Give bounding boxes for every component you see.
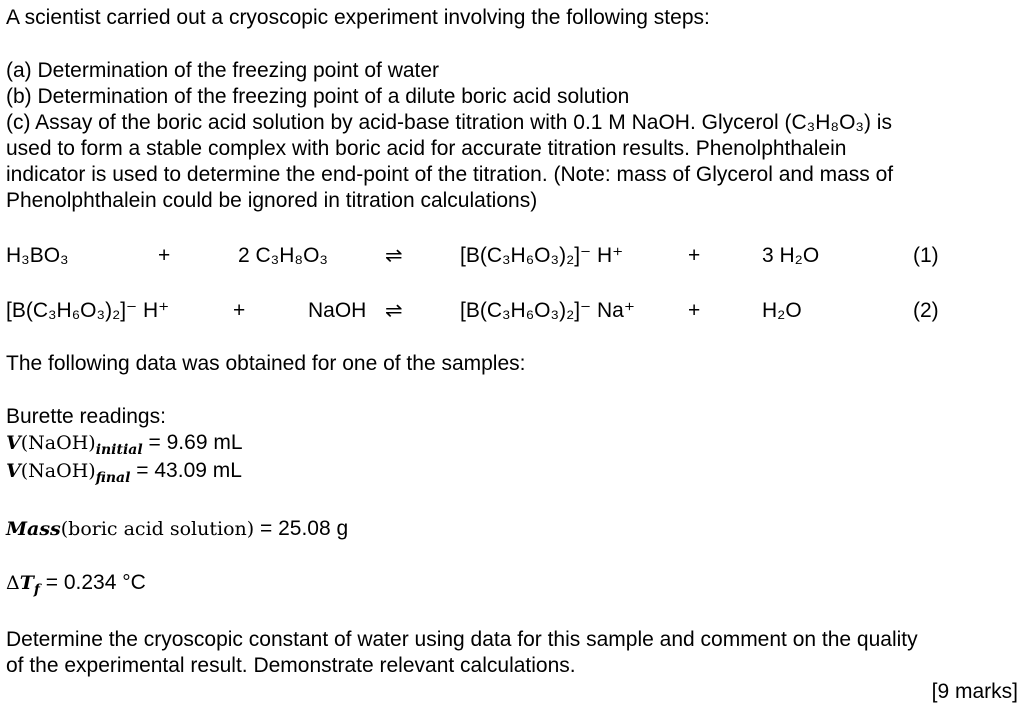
data-intro-text: The following data was obtained for one of the samples: (6, 352, 526, 375)
eq1-product-1: [B(C₃H₆O₃)₂]⁻ H⁺ (460, 244, 624, 267)
v-final-symbol: V (6, 460, 21, 482)
v-final-line (6, 459, 242, 487)
eq1-reactant-2: 2 C₃H₈O₃ (238, 244, 328, 267)
step-c-line-1: (c) Assay of the boric acid solution by acid-base titration with 0.1 M NaOH. Glycerol (C₃H₈O₃) is (6, 111, 892, 134)
marks-label: [9 marks] (931, 680, 1018, 703)
mass-line (6, 518, 348, 539)
eq1-number: (1) (913, 244, 939, 267)
v-final-substance: (NaOH) (20, 460, 96, 482)
step-c-line-3: indicator is used to determine the end-point of the titration. (Note: mass of Glycerol and mass of (6, 163, 894, 186)
v-initial-value: = 9.69 mL (142, 431, 243, 454)
eq2-number: (2) (913, 299, 939, 322)
step-c-line-4: Phenolphthalein could be ignored in titration calculations) (6, 189, 538, 212)
delta-symbol: Δ (6, 572, 20, 594)
step-b: (b) Determination of the freezing point of a dilute boric acid solution (6, 85, 630, 108)
eq2-product-2: H₂O (762, 299, 802, 322)
eq1-reactant-1: H₃BO₃ (6, 244, 69, 267)
eq2-reactant-2: NaOH (308, 299, 367, 322)
v-initial-subscript: initial (95, 442, 143, 459)
eq2-plus-2: + (688, 299, 701, 322)
delta-tf-value: = 0.234 °C (39, 571, 146, 594)
burette-heading: Burette readings: (6, 405, 166, 428)
step-a: (a) Determination of the freezing point of water (6, 59, 440, 82)
tf-subscript: f (33, 582, 40, 599)
v-initial-symbol: V (6, 432, 21, 454)
mass-value: = 25.08 g (254, 517, 349, 540)
v-final-subscript: final (95, 470, 131, 487)
step-c-line-2: used to form a stable complex with boric acid for accurate titration results. Phenolphthalein (6, 137, 847, 160)
intro-text: A scientist carried out a cryoscopic experiment involving the following steps: (6, 6, 710, 29)
mass-symbol: Mass (6, 518, 61, 540)
eq2-plus-1: + (233, 299, 246, 322)
v-final-value: = 43.09 mL (130, 459, 242, 482)
eq1-plus-1: + (158, 244, 171, 267)
eq1-product-2: 3 H₂O (762, 244, 820, 267)
mass-label: (boric acid solution) (60, 518, 255, 540)
v-initial-line (6, 431, 243, 459)
eq2-product-1: [B(C₃H₆O₃)₂]⁻ Na⁺ (460, 299, 635, 322)
question-line-1: Determine the cryoscopic constant of water using data for this sample and comment on the quality (6, 628, 918, 651)
eq1-plus-2: + (688, 244, 701, 267)
eq1-equilibrium-arrow: ⇌ (385, 244, 403, 267)
question-line-2: of the experimental result. Demonstrate relevant calculations. (6, 654, 576, 677)
tf-symbol: T (19, 572, 34, 594)
eq2-reactant-1: [B(C₃H₆O₃)₂]⁻ H⁺ (6, 299, 170, 322)
v-initial-substance: (NaOH) (20, 432, 96, 454)
eq2-equilibrium-arrow: ⇌ (385, 299, 403, 322)
delta-tf-line (6, 571, 146, 599)
